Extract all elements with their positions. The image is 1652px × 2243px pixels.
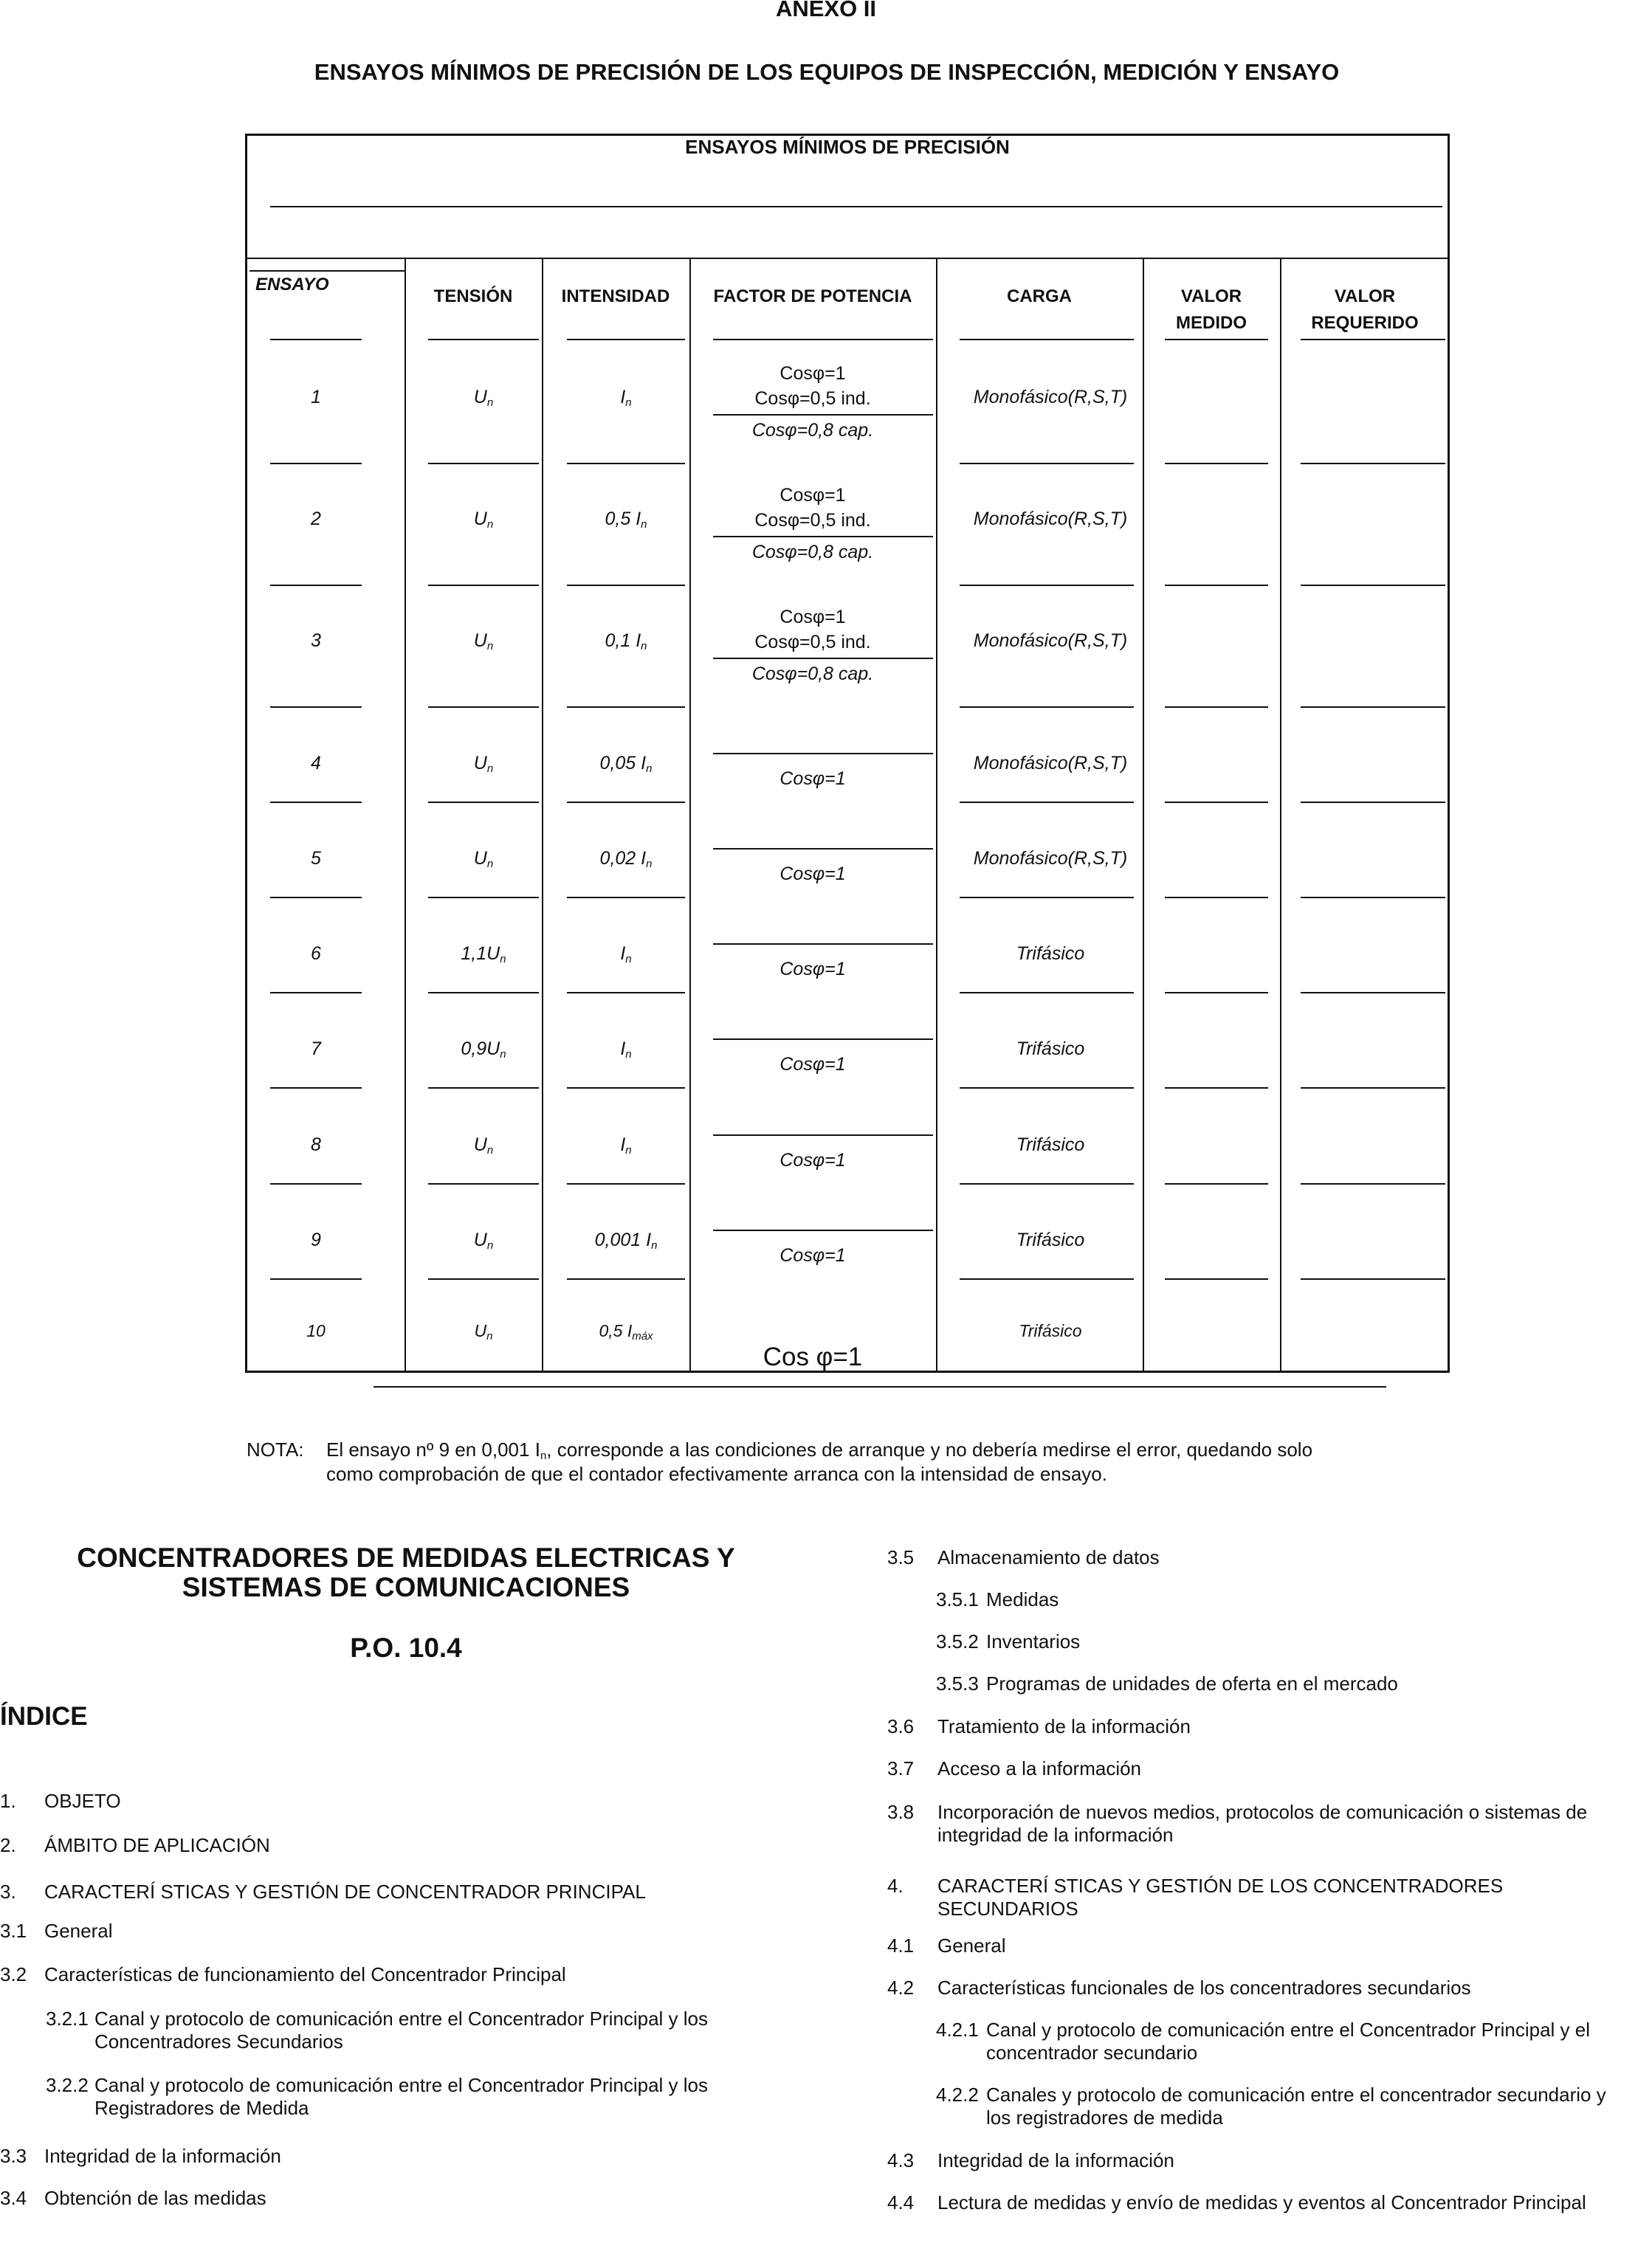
intensidad-symbol: I (620, 1038, 626, 1059)
header-carga: CARGA (1007, 286, 1072, 306)
row-underline (567, 1278, 685, 1280)
tension-symbol: U (473, 509, 487, 529)
table-footer-rule (374, 1386, 1386, 1388)
row-tension (428, 630, 539, 652)
row-carga: Trifásico (1016, 1134, 1085, 1155)
toc-entry-text-2: SECUNDARIOS (937, 1898, 1078, 1920)
row-underline (567, 463, 685, 464)
row-underline (1301, 585, 1445, 586)
caption-bottom-line (247, 258, 1448, 259)
row-intensidad (567, 630, 685, 652)
row-underline (960, 1087, 1134, 1089)
table-caption: ENSAYOS MÍNIMOS DE PRECISIÓN (685, 136, 1010, 158)
toc-entry-number: 4.2 (887, 1977, 915, 1999)
row-intensidad (567, 848, 685, 870)
row-underline (1301, 1183, 1445, 1185)
row-tension (428, 1134, 539, 1157)
row-underline (1165, 706, 1268, 708)
row-underline (960, 585, 1134, 586)
toc-entry-number: 3.2.2 (46, 2074, 89, 2096)
row-fp: Cosφ=1 (779, 1054, 846, 1075)
row-underline (1301, 463, 1445, 464)
intensidad-subscript: n (641, 640, 647, 652)
toc-entry-text: General (44, 1920, 113, 1942)
row-underline (1301, 1087, 1445, 1089)
toc-entry-number: 2. (0, 1834, 16, 1856)
tension-subscript: n (486, 1144, 494, 1157)
tension-subscript: n (486, 640, 494, 652)
row-underline (1301, 706, 1445, 708)
toc-entry-text: Inventarios (986, 1630, 1081, 1653)
row-underline (1165, 463, 1268, 464)
row-underline (1301, 992, 1445, 993)
toc-entry (46, 2074, 782, 2126)
toc-entry-number: 1. (0, 1790, 16, 1812)
row-intensidad (567, 1038, 685, 1061)
row-underline (960, 802, 1134, 803)
header-valor-requerido-1: VALOR (1334, 286, 1396, 306)
header-underline (1301, 339, 1445, 340)
row-intensidad (567, 1134, 685, 1157)
intensidad-subscript: n (625, 1048, 632, 1061)
tension-prefix: 0,9 (461, 1038, 487, 1059)
toc-entry-text: Programas de unidades de oferta en el mercado (986, 1672, 1398, 1695)
toc-entry-number: 3. (0, 1881, 16, 1903)
toc-entry-number: 3.5.1 (936, 1588, 979, 1610)
indice-heading: ÍNDICE (0, 1702, 88, 1731)
tension-subscript: n (500, 1048, 506, 1061)
intensidad-symbol: I (620, 943, 626, 964)
toc-entry-number: 4.2.1 (936, 2019, 979, 2041)
toc-entry-number: 4.1 (887, 1934, 915, 1957)
nota-text-1 (326, 1439, 1312, 1462)
header-valor-medido-1: VALOR (1180, 286, 1242, 306)
row-underline (428, 585, 539, 586)
toc-entry-number: 4.2.2 (936, 2084, 979, 2106)
row-underline (270, 585, 362, 586)
header-ensayo-overline (249, 270, 405, 272)
header-underline (567, 339, 685, 340)
row-carga: Monofásico(R,S,T) (973, 509, 1128, 529)
toc-entry-text: Medidas (986, 1588, 1059, 1610)
toc-entry-text: Obtención de las medidas (44, 2187, 266, 2209)
row-underline (270, 1278, 362, 1280)
intensidad-symbol: I (620, 387, 626, 407)
row-fp-1: Cosφ=1 (779, 363, 846, 384)
toc-entry-text: Incorporación de nuevos medios, protocolos de comunicación o sistemas de (937, 1801, 1588, 1823)
toc-entry-text: CARACTERÍ STICAS Y GESTIÓN DE CONCENTRADOR PRINCIPAL (44, 1881, 646, 1903)
tension-subscript: n (486, 396, 494, 409)
nota-label: NOTA: (247, 1439, 304, 1461)
row-intensidad (567, 387, 685, 409)
toc-entry-number: 3.5.2 (936, 1630, 979, 1653)
annex-subtitle: ENSAYOS MÍNIMOS DE PRECISIÓN DE LOS EQUIPOS DE INSPECCIÓN, MEDICIÓN Y ENSAYO (314, 59, 1340, 85)
toc-entry (46, 2008, 782, 2059)
intensidad-symbol: I (627, 1321, 633, 1340)
row-underline (960, 706, 1134, 708)
intensidad-symbol: I (636, 630, 641, 651)
row-number: 8 (311, 1134, 321, 1155)
row-underline (1165, 1087, 1268, 1089)
tension-symbol: U (473, 753, 487, 773)
row-underline (960, 992, 1134, 993)
row-fp-2: Cosφ=0,5 ind. (754, 388, 871, 409)
toc-entry-text: Canales y protocolo de comunicación entre el concentrador secundario y (986, 2084, 1606, 2106)
toc-entry-text: General (937, 1934, 1006, 1957)
toc-entry-text-2: Registradores de Medida (94, 2097, 309, 2119)
row-fp: Cosφ=1 (779, 1245, 846, 1266)
tension-subscript: n (486, 762, 494, 775)
row-fp: Cosφ=1 (779, 768, 846, 789)
row-fp-1: Cosφ=1 (779, 485, 846, 506)
row-fp-rule (713, 1038, 933, 1040)
row-fp: Cosφ=1 (779, 1150, 846, 1171)
row-number: 2 (311, 509, 321, 529)
toc-entry-text: Características de funcionamiento del Concentrador Principal (44, 1963, 566, 1985)
row-underline (1165, 802, 1268, 803)
row-fp-3: Cosφ=0,8 cap. (751, 664, 874, 684)
toc-entry-number: 3.5.3 (936, 1672, 979, 1695)
row-fp: Cosφ=1 (779, 959, 846, 979)
tension-symbol: U (473, 1134, 487, 1155)
toc-entry (887, 2191, 1648, 2243)
row-carga: Trifásico (1016, 1230, 1085, 1250)
toc-entry-number: 3.2 (0, 1963, 27, 1985)
row-underline (567, 585, 685, 586)
toc-entry-number: 3.2.1 (46, 2008, 89, 2030)
annex-title: ANEXO II (775, 0, 877, 21)
row-carga: Monofásico(R,S,T) (973, 848, 1128, 869)
row-fp-3: Cosφ=0,8 cap. (751, 420, 874, 441)
row-underline (1165, 1183, 1268, 1185)
intensidad-subscript: n (646, 858, 653, 870)
row-carga: Monofásico(R,S,T) (973, 387, 1128, 407)
row-fp: Cos φ=1 (763, 1343, 863, 1371)
row-underline (270, 897, 362, 898)
row-number: 7 (311, 1038, 321, 1059)
toc-entry (936, 2084, 1648, 2135)
tension-subscript: n (486, 858, 494, 870)
tension-symbol: U (473, 387, 487, 407)
tension-symbol: U (486, 1038, 500, 1059)
row-number: 10 (306, 1321, 326, 1340)
intensidad-symbol: I (641, 848, 647, 869)
intensidad-prefix: 0,5 (599, 1321, 627, 1340)
row-fp-rule (713, 658, 933, 659)
row-underline (1301, 897, 1445, 898)
row-underline (1301, 802, 1445, 803)
toc-entry-number: 4.4 (887, 2191, 915, 2213)
row-intensidad (567, 509, 685, 531)
intensidad-subscript: n (646, 762, 653, 775)
row-number: 9 (311, 1230, 321, 1250)
toc-entry (0, 1834, 782, 1886)
row-intensidad (567, 753, 685, 775)
toc-entry-text: Canal y protocolo de comunicación entre el Concentrador Principal y los (94, 2008, 708, 2030)
row-carga: Trifásico (1016, 1038, 1085, 1059)
row-fp-rule (713, 943, 933, 945)
row-fp-rule (713, 1134, 933, 1136)
intensidad-symbol: I (620, 1134, 626, 1155)
row-underline (270, 463, 362, 464)
row-tension (428, 1230, 539, 1252)
row-fp-rule (713, 753, 933, 754)
nota-text-1a: El ensayo nº 9 en 0,001 I (326, 1439, 540, 1461)
row-underline (428, 706, 539, 708)
column-divider (405, 258, 406, 1371)
intensidad-subscript: n (651, 1239, 658, 1252)
header-valor-medido-2: MEDIDO (1176, 313, 1247, 333)
tension-symbol: U (473, 1230, 487, 1250)
row-underline (270, 706, 362, 708)
row-underline (567, 1087, 685, 1089)
toc-entry-number: 3.7 (887, 1757, 915, 1779)
toc-entry-text: OBJETO (44, 1790, 121, 1812)
intensidad-subscript: máx (632, 1330, 653, 1343)
row-fp-2: Cosφ=0,5 ind. (754, 632, 871, 652)
section-title-1: CONCENTRADORES DE MEDIDAS ELECTRICAS Y (77, 1543, 735, 1573)
tension-prefix: 1,1 (461, 943, 487, 964)
row-underline (567, 1183, 685, 1185)
row-underline (270, 1183, 362, 1185)
intensidad-subscript: n (625, 1144, 632, 1157)
row-underline (428, 802, 539, 803)
toc-entry-text-2: integridad de la información (937, 1824, 1174, 1846)
toc-entry-text-2: concentrador secundario (986, 2042, 1198, 2064)
nota-text-1-sub: n (540, 1450, 547, 1462)
row-number: 5 (311, 848, 321, 869)
intensidad-prefix: 0,05 (599, 753, 641, 773)
tension-symbol: U (474, 1321, 487, 1340)
row-carga: Monofásico(R,S,T) (973, 753, 1128, 773)
row-fp-rule (713, 848, 933, 850)
row-underline (1165, 585, 1268, 586)
row-underline (428, 1087, 539, 1089)
column-divider (1143, 258, 1144, 1371)
row-fp-rule (713, 414, 933, 416)
header-tension: TENSIÓN (433, 286, 513, 306)
row-underline (960, 897, 1134, 898)
toc-entry-number: 3.1 (0, 1920, 27, 1942)
row-fp-2: Cosφ=0,5 ind. (754, 510, 871, 531)
toc-entry-number: 3.4 (0, 2187, 27, 2209)
toc-entry-number: 3.8 (887, 1801, 915, 1823)
toc-entry-text: Canal y protocolo de comunicación entre el Concentrador Principal y los (94, 2074, 708, 2096)
row-fp: Cosφ=1 (779, 864, 846, 884)
toc-entry-text-2: los registradores de medida (986, 2106, 1223, 2129)
toc-entry-text: Lectura de medidas y envío de medidas y eventos al Concentrador Principal (937, 2191, 1586, 2213)
intensidad-subscript: n (625, 953, 632, 965)
section-code: P.O. 10.4 (350, 1633, 462, 1663)
header-underline (428, 339, 539, 340)
toc-entry-number: 3.6 (887, 1715, 915, 1737)
row-underline (1165, 992, 1268, 993)
row-carga: Trifásico (1019, 1321, 1082, 1340)
row-intensidad (567, 1321, 685, 1343)
toc-entry-text: Integridad de la información (44, 2145, 281, 2167)
header-ensayo: ENSAYO (255, 275, 329, 294)
intensidad-prefix: 0,02 (599, 848, 641, 869)
caption-underline (270, 206, 1442, 207)
row-underline (567, 992, 685, 993)
row-underline (270, 1087, 362, 1089)
row-underline (960, 463, 1134, 464)
row-number: 6 (311, 943, 321, 964)
row-number: 1 (311, 387, 321, 407)
row-underline (428, 1278, 539, 1280)
intensidad-prefix: 0,001 (594, 1230, 647, 1250)
tension-subscript: n (486, 518, 494, 531)
row-tension (428, 1321, 539, 1343)
toc-entry-text: ÁMBITO DE APLICACIÓN (44, 1834, 270, 1856)
toc-entry-text: Acceso a la información (937, 1757, 1142, 1779)
toc-entry-text: Integridad de la información (937, 2149, 1174, 2171)
row-tension (428, 753, 539, 775)
row-tension (428, 387, 539, 409)
row-underline (428, 1183, 539, 1185)
intensidad-subscript: n (625, 396, 632, 409)
toc-entry (936, 2019, 1648, 2070)
tension-subscript: n (486, 1330, 493, 1343)
row-underline (567, 897, 685, 898)
row-fp-rule (713, 536, 933, 537)
tension-symbol: U (486, 943, 500, 964)
toc-entry-number: 3.3 (0, 2145, 27, 2167)
row-underline (960, 1183, 1134, 1185)
column-divider (936, 258, 937, 1371)
row-number: 3 (311, 630, 321, 651)
toc-entry-text: CARACTERÍ STICAS Y GESTIÓN DE LOS CONCENTRADORES (937, 1875, 1504, 1897)
toc-entry-text: Almacenamiento de datos (937, 1546, 1160, 1568)
toc-entry-text-2: Concentradores Secundarios (94, 2030, 343, 2053)
nota-text-2: como comprobación de que el contador efectivamente arranca con la intensidad de ensayo. (326, 1463, 1107, 1485)
toc-entry-text: Canal y protocolo de comunicación entre el Concentrador Principal y el (986, 2019, 1590, 2041)
row-tension (428, 509, 539, 531)
intensidad-prefix: 0,1 (605, 630, 636, 651)
header-factor: FACTOR DE POTENCIA (713, 286, 912, 306)
header-underline (960, 339, 1134, 340)
row-underline (1301, 1278, 1445, 1280)
toc-entry-number: 4. (887, 1875, 904, 1897)
toc-entry-text: Características funcionales de los concentradores secundarios (937, 1977, 1471, 1999)
row-underline (270, 802, 362, 803)
tension-symbol: U (473, 630, 487, 651)
row-fp-3: Cosφ=0,8 cap. (751, 542, 874, 562)
nota-text-1b: , corresponde a las condiciones de arranque y no debería medirse el error, quedando solo (546, 1439, 1313, 1461)
row-underline (960, 1278, 1134, 1280)
row-fp-rule (713, 1230, 933, 1231)
intensidad-symbol: I (646, 1230, 652, 1250)
row-fp-1: Cosφ=1 (779, 607, 846, 627)
row-intensidad (567, 1230, 685, 1252)
row-tension (428, 1038, 539, 1061)
tension-subscript: n (486, 1239, 494, 1252)
intensidad-symbol: I (636, 509, 641, 529)
row-underline (428, 897, 539, 898)
header-intensidad: INTENSIDAD (561, 286, 670, 306)
row-underline (567, 802, 685, 803)
column-divider (542, 258, 543, 1371)
row-carga: Monofásico(R,S,T) (973, 630, 1128, 651)
row-underline (1165, 1278, 1268, 1280)
row-underline (567, 706, 685, 708)
intensidad-symbol: I (641, 753, 647, 773)
tension-subscript: n (500, 953, 506, 965)
intensidad-subscript: n (641, 518, 647, 531)
toc-entry-number: 4.3 (887, 2149, 915, 2171)
row-underline (1165, 897, 1268, 898)
header-valor-requerido-2: REQUERIDO (1311, 313, 1419, 333)
column-divider (1280, 258, 1281, 1371)
row-intensidad (567, 943, 685, 965)
toc-entry-number: 3.5 (887, 1546, 915, 1568)
header-underline (1165, 339, 1268, 340)
row-number: 4 (311, 753, 321, 773)
header-underline (270, 339, 362, 340)
row-carga: Trifásico (1016, 943, 1085, 964)
toc-entry (0, 2187, 782, 2239)
row-tension (428, 848, 539, 870)
intensidad-prefix: 0,5 (605, 509, 636, 529)
toc-entry-text: Tratamiento de la información (937, 1715, 1191, 1737)
row-underline (270, 992, 362, 993)
row-tension (428, 943, 539, 965)
header-underline (713, 339, 933, 340)
tension-symbol: U (473, 848, 487, 869)
section-title-2: SISTEMAS DE COMUNICACIONES (182, 1572, 630, 1602)
toc-entry (887, 1801, 1648, 1853)
toc-entry (887, 1875, 1648, 1926)
row-underline (428, 992, 539, 993)
row-underline (428, 463, 539, 464)
